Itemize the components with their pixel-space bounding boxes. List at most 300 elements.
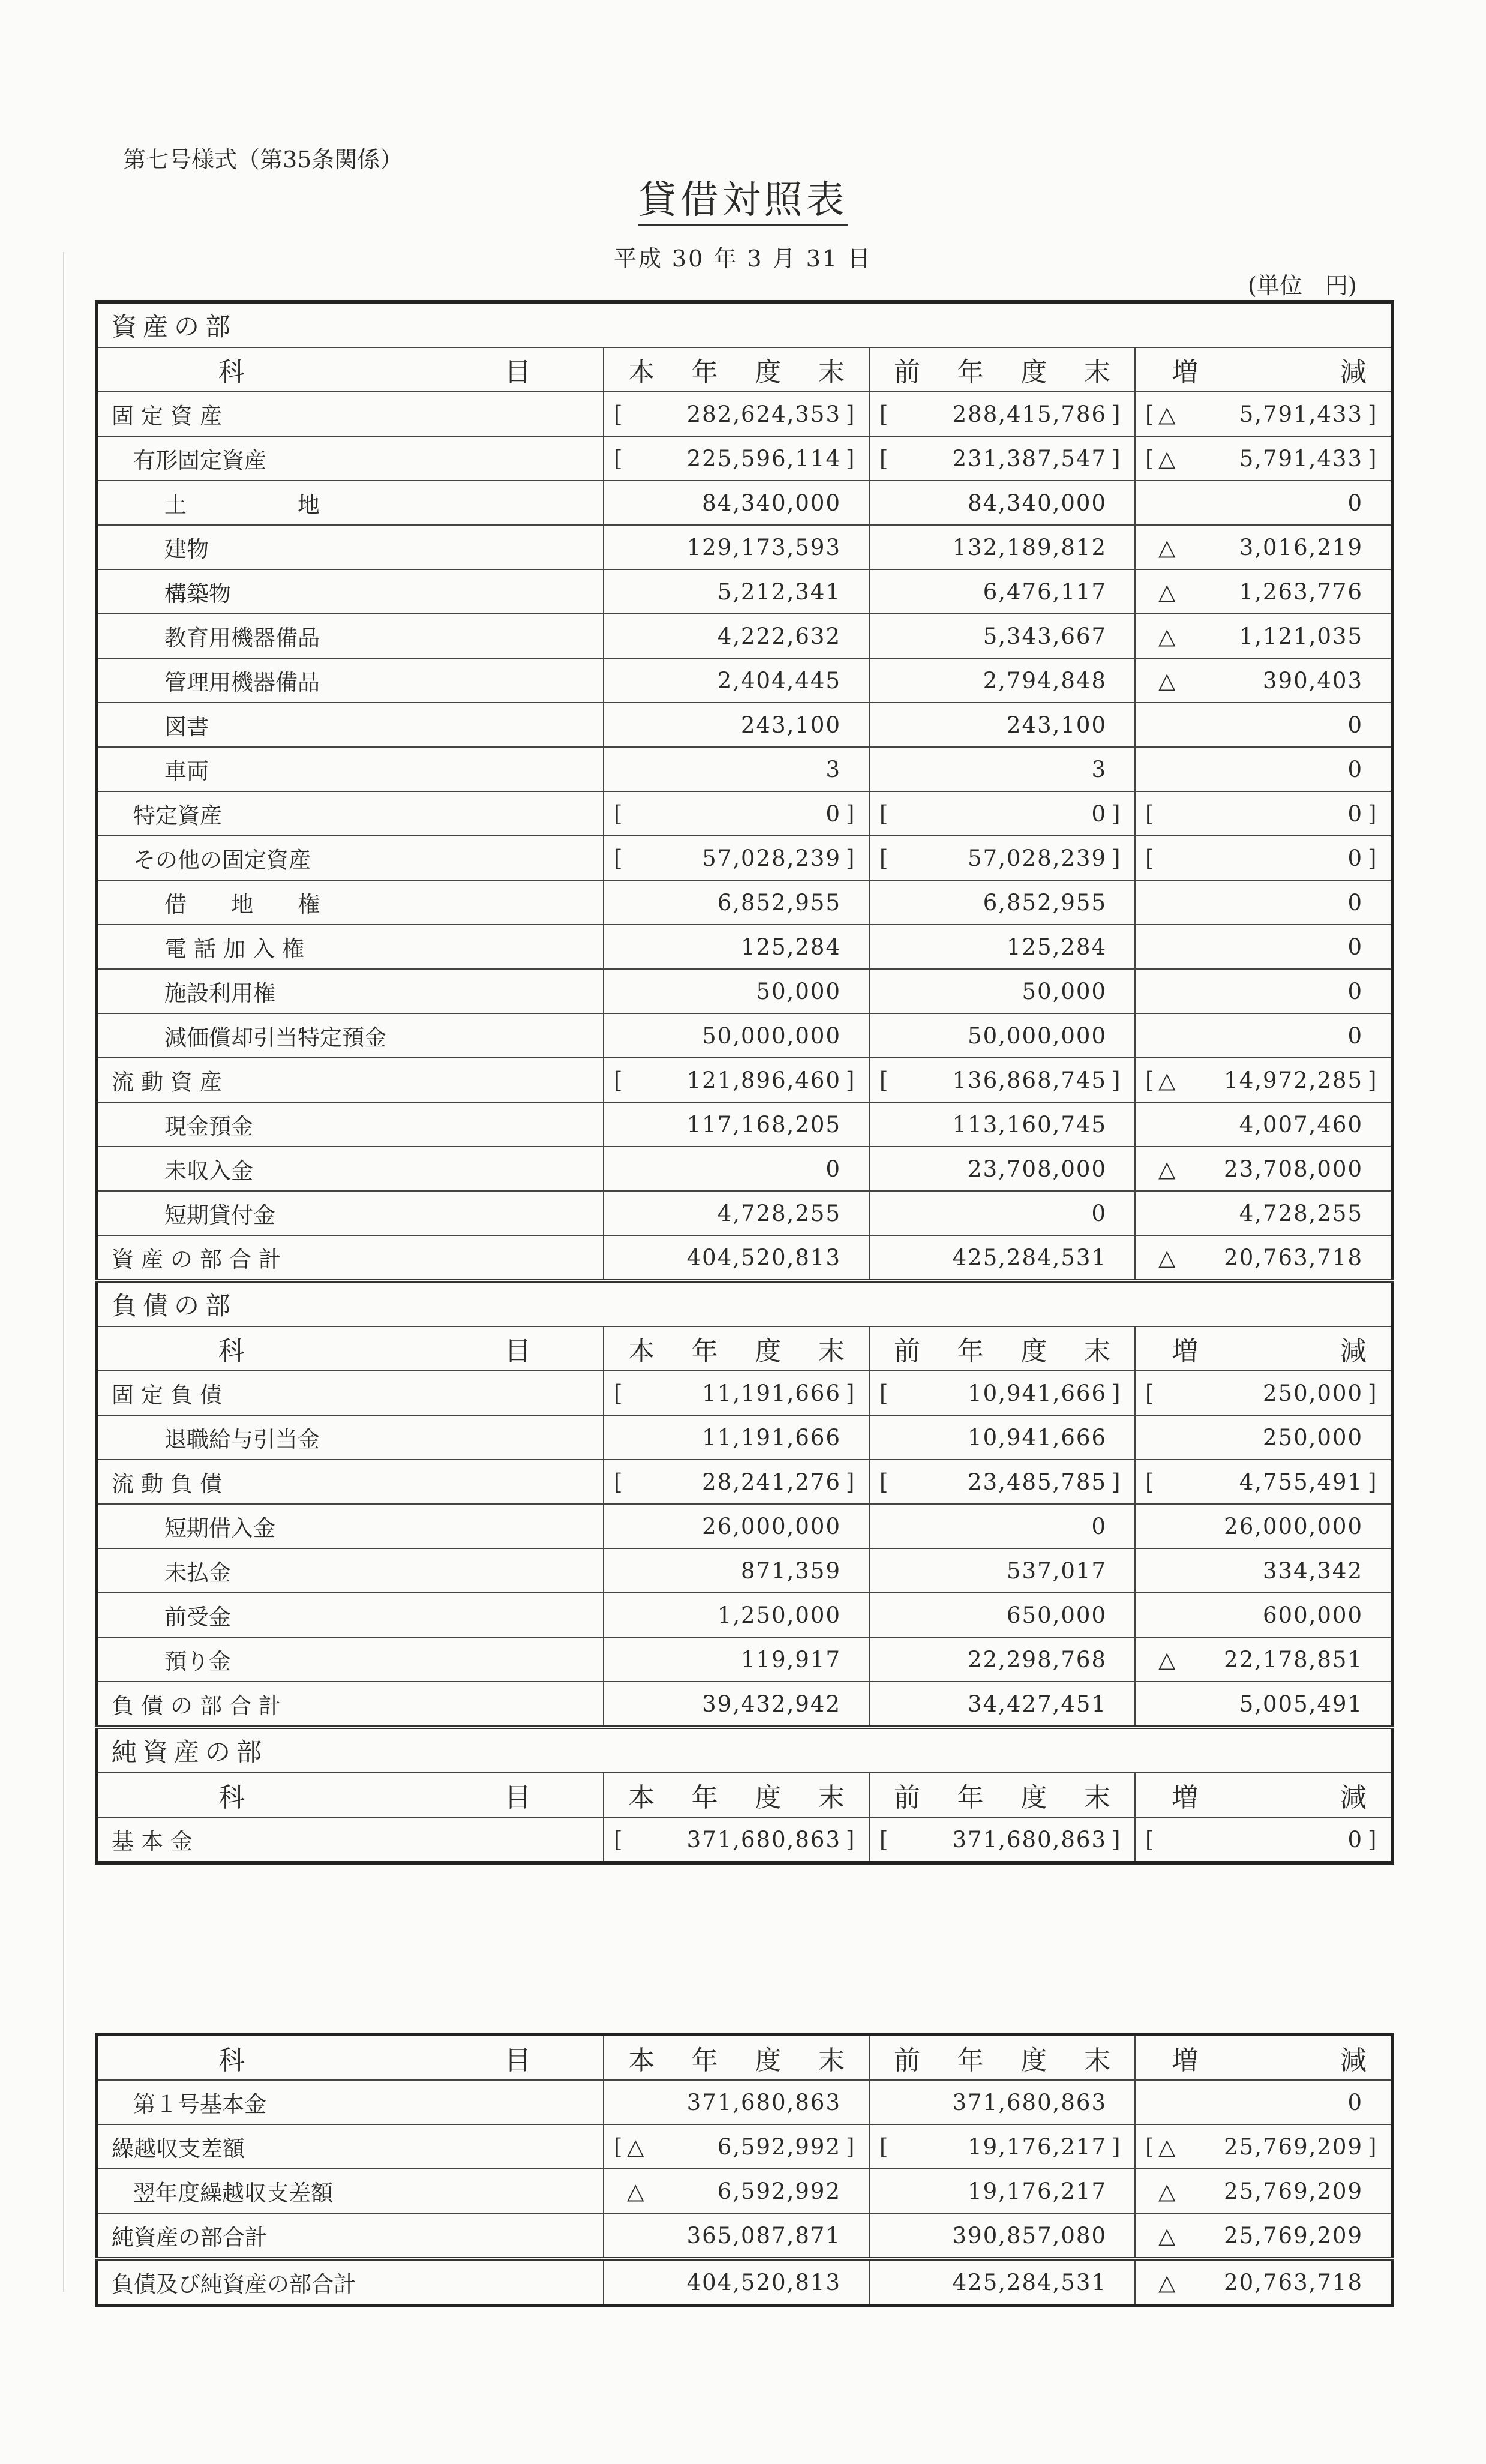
previous-year-value <box>869 1593 1135 1637</box>
change-value <box>1135 2080 1392 2124</box>
amount: 3 <box>1091 756 1107 782</box>
header-char: 度 <box>1020 357 1047 388</box>
table-row <box>97 2169 1392 2213</box>
previous-year-value <box>869 1371 1135 1415</box>
amount: 50,000 <box>756 978 841 1004</box>
header-change <box>1135 347 1392 392</box>
close-bracket: ] <box>1112 1469 1121 1495</box>
value-wrap <box>870 2134 1134 2160</box>
amount: 390,403 <box>1263 667 1364 694</box>
section-title: 純資産の部 <box>97 1727 1392 1773</box>
value-wrap <box>870 1469 1134 1495</box>
amount: 10,941,666 <box>968 1424 1107 1451</box>
row-label: 短期貸付金 <box>97 1191 604 1235</box>
value-wrap <box>1136 2223 1391 2249</box>
change-value <box>1135 1191 1392 1235</box>
header-char: 度 <box>1020 1336 1047 1367</box>
amount: 0 <box>1347 1826 1364 1853</box>
close-bracket: ] <box>1368 1067 1377 1093</box>
amount: 0 <box>825 800 841 827</box>
triangle-icon: △ <box>627 2133 644 2160</box>
previous-year-value <box>869 1191 1135 1235</box>
amount: 129,173,593 <box>686 534 841 560</box>
value-wrap <box>870 2090 1134 2115</box>
table-row <box>97 1013 1392 1058</box>
value-wrap <box>1136 535 1391 560</box>
column-header-text <box>870 2039 1134 2077</box>
current-year-value <box>604 1013 869 1058</box>
header-char: 度 <box>755 357 782 388</box>
amount: 1,250,000 <box>717 1602 841 1628</box>
value-wrap <box>870 757 1134 782</box>
amount: 0 <box>1347 712 1364 738</box>
header-previous <box>869 2034 1135 2080</box>
value-wrap <box>604 1156 869 1182</box>
close-bracket: ] <box>1112 445 1121 472</box>
row-label: その他の固定資産 <box>97 836 604 880</box>
header-subject <box>97 1326 604 1371</box>
amount: 113,160,745 <box>952 1111 1107 1138</box>
value-wrap <box>604 801 869 827</box>
amount: 22,298,768 <box>968 1646 1107 1673</box>
section-title: 負債の部 <box>97 1281 1392 1326</box>
change-value <box>1135 747 1392 791</box>
header-char: 科 <box>218 2045 245 2076</box>
amount: 23,485,785 <box>968 1469 1107 1495</box>
table-row <box>97 1548 1392 1593</box>
header-change <box>1135 1326 1392 1371</box>
change-value <box>1135 658 1392 703</box>
header-char: 本 <box>628 357 655 388</box>
value-wrap <box>1136 1156 1391 1182</box>
close-bracket: ] <box>846 1067 855 1093</box>
current-year-value <box>604 2124 869 2169</box>
open-bracket: [ <box>879 445 888 472</box>
amount: 0 <box>1347 800 1364 827</box>
amount: 121,896,460 <box>686 1067 841 1093</box>
current-year-value <box>604 1593 869 1637</box>
value-wrap <box>1136 1602 1391 1628</box>
header-previous <box>869 1773 1135 1817</box>
header-char: 年 <box>691 1336 718 1367</box>
row-label: 特定資産 <box>97 791 604 836</box>
header-char: 増 <box>1172 2045 1198 2076</box>
value-wrap <box>604 1112 869 1138</box>
table-row <box>97 703 1392 747</box>
row-label: 図書 <box>97 703 604 747</box>
row-label: 第１号基本金 <box>97 2080 604 2124</box>
previous-year-value <box>869 1058 1135 1102</box>
triangle-icon: △ <box>1158 445 1176 472</box>
previous-year-value <box>869 2213 1135 2259</box>
change-value <box>1135 1637 1392 1682</box>
amount: 371,680,863 <box>952 2089 1107 2115</box>
table-row <box>97 2124 1392 2169</box>
value-wrap <box>604 535 869 560</box>
amount: 19,176,217 <box>968 2178 1107 2204</box>
header-previous <box>869 1326 1135 1371</box>
table-row <box>97 791 1392 836</box>
row-label: 管理用機器備品 <box>97 658 604 703</box>
value-wrap <box>870 490 1134 516</box>
current-year-value <box>604 1682 869 1727</box>
previous-year-value <box>869 1102 1135 1147</box>
value-wrap <box>1136 1647 1391 1673</box>
value-wrap <box>870 401 1134 427</box>
open-bracket: [ <box>879 1469 888 1495</box>
table-row <box>97 1682 1392 1727</box>
table-row <box>97 1371 1392 1415</box>
value-wrap <box>604 2090 869 2115</box>
amount: 0 <box>1347 2089 1363 2115</box>
close-bracket: ] <box>1112 1826 1121 1853</box>
close-bracket: ] <box>1112 845 1121 871</box>
amount: 537,017 <box>1006 1557 1107 1584</box>
header-char: 本 <box>628 1336 655 1367</box>
open-bracket: [ <box>879 401 888 427</box>
header-char: 末 <box>818 357 845 388</box>
current-year-value <box>604 658 869 703</box>
header-char: 末 <box>818 1336 845 1367</box>
change-value <box>1135 880 1392 925</box>
value-wrap <box>870 623 1134 649</box>
amount: 5,791,433 <box>1239 401 1364 427</box>
amount: 282,624,353 <box>686 401 841 427</box>
close-bracket: ] <box>846 401 855 427</box>
value-wrap <box>604 2134 869 2160</box>
amount: 25,769,209 <box>1224 2222 1363 2249</box>
amount: 6,852,955 <box>717 889 841 916</box>
change-value <box>1135 1817 1392 1863</box>
close-bracket: ] <box>1112 1067 1121 1093</box>
triangle-icon: △ <box>1158 534 1176 560</box>
amount: 600,000 <box>1263 1602 1364 1628</box>
row-label: 翌年度繰越収支差額 <box>97 2169 604 2213</box>
row-label: 純資産の部合計 <box>97 2213 604 2259</box>
change-value <box>1135 1593 1392 1637</box>
table-row <box>97 1102 1392 1147</box>
open-bracket: [ <box>879 1067 888 1093</box>
open-bracket: [ <box>1145 1826 1154 1853</box>
header-char: 年 <box>957 1336 984 1367</box>
open-bracket: [ <box>1145 1469 1154 1495</box>
amount: 84,340,000 <box>968 490 1107 516</box>
column-header-row <box>97 1326 1392 1371</box>
table-row <box>97 1058 1392 1102</box>
amount: 20,763,718 <box>1224 1244 1364 1271</box>
row-label: 有形固定資産 <box>97 436 604 481</box>
value-wrap <box>870 1827 1134 1853</box>
previous-year-value <box>869 969 1135 1013</box>
amount: 11,191,666 <box>702 1424 841 1451</box>
section-row <box>97 302 1392 347</box>
row-label: 固定資産 <box>97 392 604 436</box>
amount: 4,755,491 <box>1239 1469 1364 1495</box>
row-label: 短期借入金 <box>97 1504 604 1548</box>
open-bracket: [ <box>1145 845 1154 871</box>
previous-year-value <box>869 1013 1135 1058</box>
open-bracket: [ <box>614 1469 623 1495</box>
amount: 6,852,955 <box>983 889 1107 916</box>
column-header-text <box>1136 1329 1391 1368</box>
close-bracket: ] <box>1368 1380 1377 1406</box>
current-year-value <box>604 1548 869 1593</box>
header-char: 目 <box>505 357 531 388</box>
value-wrap <box>604 1245 869 1271</box>
value-wrap <box>1136 757 1391 782</box>
column-header-text <box>604 1776 869 1814</box>
table-row <box>97 1147 1392 1191</box>
row-label: 流動資産 <box>97 1058 604 1102</box>
net-assets-detail-table <box>95 2033 1394 2307</box>
header-current <box>604 1773 869 1817</box>
row-label: 固定負債 <box>97 1371 604 1415</box>
change-value <box>1135 525 1392 569</box>
value-wrap <box>1136 579 1391 605</box>
change-value <box>1135 1235 1392 1281</box>
current-year-value <box>604 1058 869 1102</box>
value-wrap <box>604 2270 869 2295</box>
value-wrap <box>870 2223 1134 2249</box>
row-label: 電話加入権 <box>97 925 604 969</box>
value-wrap <box>604 1067 869 1093</box>
change-value <box>1135 1371 1392 1415</box>
previous-year-value <box>869 481 1135 525</box>
value-wrap <box>870 979 1134 1004</box>
close-bracket: ] <box>846 1380 855 1406</box>
column-header-text <box>98 1329 603 1368</box>
table-row <box>97 1460 1392 1504</box>
amount: 225,596,114 <box>686 445 841 472</box>
column-header-text <box>1136 2039 1391 2077</box>
amount: 50,000,000 <box>702 1022 841 1049</box>
column-header-text <box>870 1329 1134 1368</box>
previous-year-value <box>869 2124 1135 2169</box>
change-value <box>1135 1460 1392 1504</box>
value-wrap <box>604 712 869 738</box>
header-char: 減 <box>1340 1336 1367 1367</box>
value-wrap <box>604 934 869 960</box>
amount: 0 <box>1347 845 1364 871</box>
section-row <box>97 1281 1392 1326</box>
close-bracket: ] <box>846 1469 855 1495</box>
header-char: 前 <box>894 357 920 388</box>
current-year-value <box>604 436 869 481</box>
current-year-value <box>604 1102 869 1147</box>
value-wrap <box>1136 1691 1391 1717</box>
header-current <box>604 1326 869 1371</box>
open-bracket: [ <box>879 1826 888 1853</box>
amount: 334,342 <box>1263 1557 1364 1584</box>
current-year-value <box>604 1460 869 1504</box>
value-wrap <box>1136 890 1391 916</box>
previous-year-value <box>869 658 1135 703</box>
amount: 650,000 <box>1006 1602 1107 1628</box>
amount: 6,592,992 <box>717 2133 841 2160</box>
change-value <box>1135 481 1392 525</box>
current-year-value <box>604 1415 869 1460</box>
open-bracket: [ <box>879 1380 888 1406</box>
triangle-icon: △ <box>1158 667 1176 694</box>
amount: 5,343,667 <box>983 623 1107 649</box>
current-year-value <box>604 880 869 925</box>
row-label: 流動負債 <box>97 1460 604 1504</box>
previous-year-value <box>869 2169 1135 2213</box>
triangle-icon: △ <box>1158 1067 1176 1093</box>
header-char: 前 <box>894 2045 920 2076</box>
row-label: 基本金 <box>97 1817 604 1863</box>
value-wrap <box>604 1425 869 1451</box>
table-row <box>97 1504 1392 1548</box>
amount: 425,284,531 <box>952 2269 1107 2295</box>
change-value <box>1135 1504 1392 1548</box>
table-row <box>97 880 1392 925</box>
amount: 404,520,813 <box>686 1244 841 1271</box>
value-wrap <box>870 2178 1134 2204</box>
previous-year-value <box>869 747 1135 791</box>
value-wrap <box>604 2223 869 2249</box>
table-row <box>97 569 1392 614</box>
open-bracket: [ <box>614 401 623 427</box>
header-current <box>604 347 869 392</box>
amount: 4,728,255 <box>1239 1200 1364 1226</box>
amount: 14,972,285 <box>1224 1067 1364 1093</box>
previous-year-value <box>869 569 1135 614</box>
amount: 34,427,451 <box>968 1691 1107 1717</box>
value-wrap <box>1136 1245 1391 1271</box>
current-year-value <box>604 392 869 436</box>
amount: 0 <box>1347 889 1364 916</box>
amount: 371,680,863 <box>952 1826 1107 1853</box>
value-wrap <box>604 1023 869 1049</box>
row-label: 減価償却引当特定預金 <box>97 1013 604 1058</box>
previous-year-value <box>869 1637 1135 1682</box>
amount: 3,016,219 <box>1239 534 1364 560</box>
value-wrap <box>870 535 1134 560</box>
header-char: 末 <box>1083 357 1110 388</box>
amount: 117,168,205 <box>686 1111 841 1138</box>
form-note: 第七号様式（第35条関係） <box>123 146 403 173</box>
header-subject <box>97 2034 604 2080</box>
value-wrap <box>604 757 869 782</box>
column-header-text <box>98 1776 603 1814</box>
header-char: 年 <box>957 1782 984 1813</box>
close-bracket: ] <box>846 445 855 472</box>
change-value <box>1135 969 1392 1013</box>
previous-year-value <box>869 836 1135 880</box>
value-wrap <box>604 668 869 694</box>
open-bracket: [ <box>879 2133 888 2160</box>
close-bracket: ] <box>846 800 855 827</box>
table-row <box>97 1191 1392 1235</box>
column-header-row <box>97 2034 1392 2080</box>
title-text: 貸借対照表 <box>638 178 848 226</box>
open-bracket: [ <box>614 445 623 472</box>
value-wrap <box>604 1602 869 1628</box>
table-row <box>97 1637 1392 1682</box>
row-label: 教育用機器備品 <box>97 614 604 658</box>
amount: 19,176,217 <box>968 2133 1107 2160</box>
value-wrap <box>604 890 869 916</box>
value-wrap <box>870 934 1134 960</box>
close-bracket: ] <box>1112 2133 1121 2160</box>
value-wrap <box>870 890 1134 916</box>
previous-year-value <box>869 2259 1135 2306</box>
open-bracket: [ <box>1145 800 1154 827</box>
triangle-icon: △ <box>1158 2133 1176 2160</box>
value-wrap <box>604 1201 869 1226</box>
row-label: 構築物 <box>97 569 604 614</box>
change-value <box>1135 791 1392 836</box>
amount: 132,189,812 <box>952 534 1107 560</box>
value-wrap <box>870 446 1134 472</box>
amount: 84,340,000 <box>702 490 841 516</box>
amount: 20,763,718 <box>1224 2269 1363 2295</box>
header-current <box>604 2034 869 2080</box>
header-char: 前 <box>894 1782 920 1813</box>
table-row <box>97 1593 1392 1637</box>
table-row <box>97 747 1392 791</box>
row-label: 借 地 権 <box>97 880 604 925</box>
amount: 5,005,491 <box>1239 1691 1364 1717</box>
value-wrap <box>604 1380 869 1406</box>
header-char: 減 <box>1340 1782 1367 1813</box>
previous-year-value <box>869 1817 1135 1863</box>
header-char: 目 <box>505 2045 531 2076</box>
column-header-row <box>97 1773 1392 1817</box>
header-char: 末 <box>1083 2045 1110 2076</box>
previous-year-value <box>869 791 1135 836</box>
row-label: 未払金 <box>97 1548 604 1593</box>
value-wrap <box>1136 801 1391 827</box>
value-wrap <box>1136 1023 1391 1049</box>
header-char: 増 <box>1172 357 1198 388</box>
previous-year-value <box>869 392 1135 436</box>
column-header-text <box>870 1776 1134 1814</box>
value-wrap <box>1136 446 1391 472</box>
value-wrap <box>604 1691 869 1717</box>
header-char: 末 <box>818 1782 845 1813</box>
change-value <box>1135 436 1392 481</box>
row-label: 退職給与引当金 <box>97 1415 604 1460</box>
header-char: 減 <box>1340 357 1367 388</box>
current-year-value <box>604 791 869 836</box>
header-char: 目 <box>505 1782 531 1813</box>
header-char: 年 <box>691 2045 718 2076</box>
close-bracket: ] <box>846 2133 855 2160</box>
value-wrap <box>1136 2134 1391 2160</box>
header-char: 度 <box>755 1782 782 1813</box>
amount: 2,794,848 <box>983 667 1107 694</box>
amount: 871,359 <box>740 1557 841 1584</box>
amount: 371,680,863 <box>686 2089 841 2115</box>
change-value <box>1135 1147 1392 1191</box>
close-bracket: ] <box>1368 1469 1377 1495</box>
close-bracket: ] <box>1112 401 1121 427</box>
table-row <box>97 658 1392 703</box>
amount: 0 <box>1347 934 1364 960</box>
close-bracket: ] <box>1112 800 1121 827</box>
amount: 243,100 <box>740 712 841 738</box>
current-year-value <box>604 969 869 1013</box>
table-row <box>97 1817 1392 1863</box>
amount: 288,415,786 <box>952 401 1107 427</box>
table-row <box>97 1235 1392 1281</box>
triangle-icon: △ <box>1158 578 1176 605</box>
column-header-row <box>97 347 1392 392</box>
amount: 57,028,239 <box>968 845 1107 871</box>
open-bracket: [ <box>614 800 623 827</box>
